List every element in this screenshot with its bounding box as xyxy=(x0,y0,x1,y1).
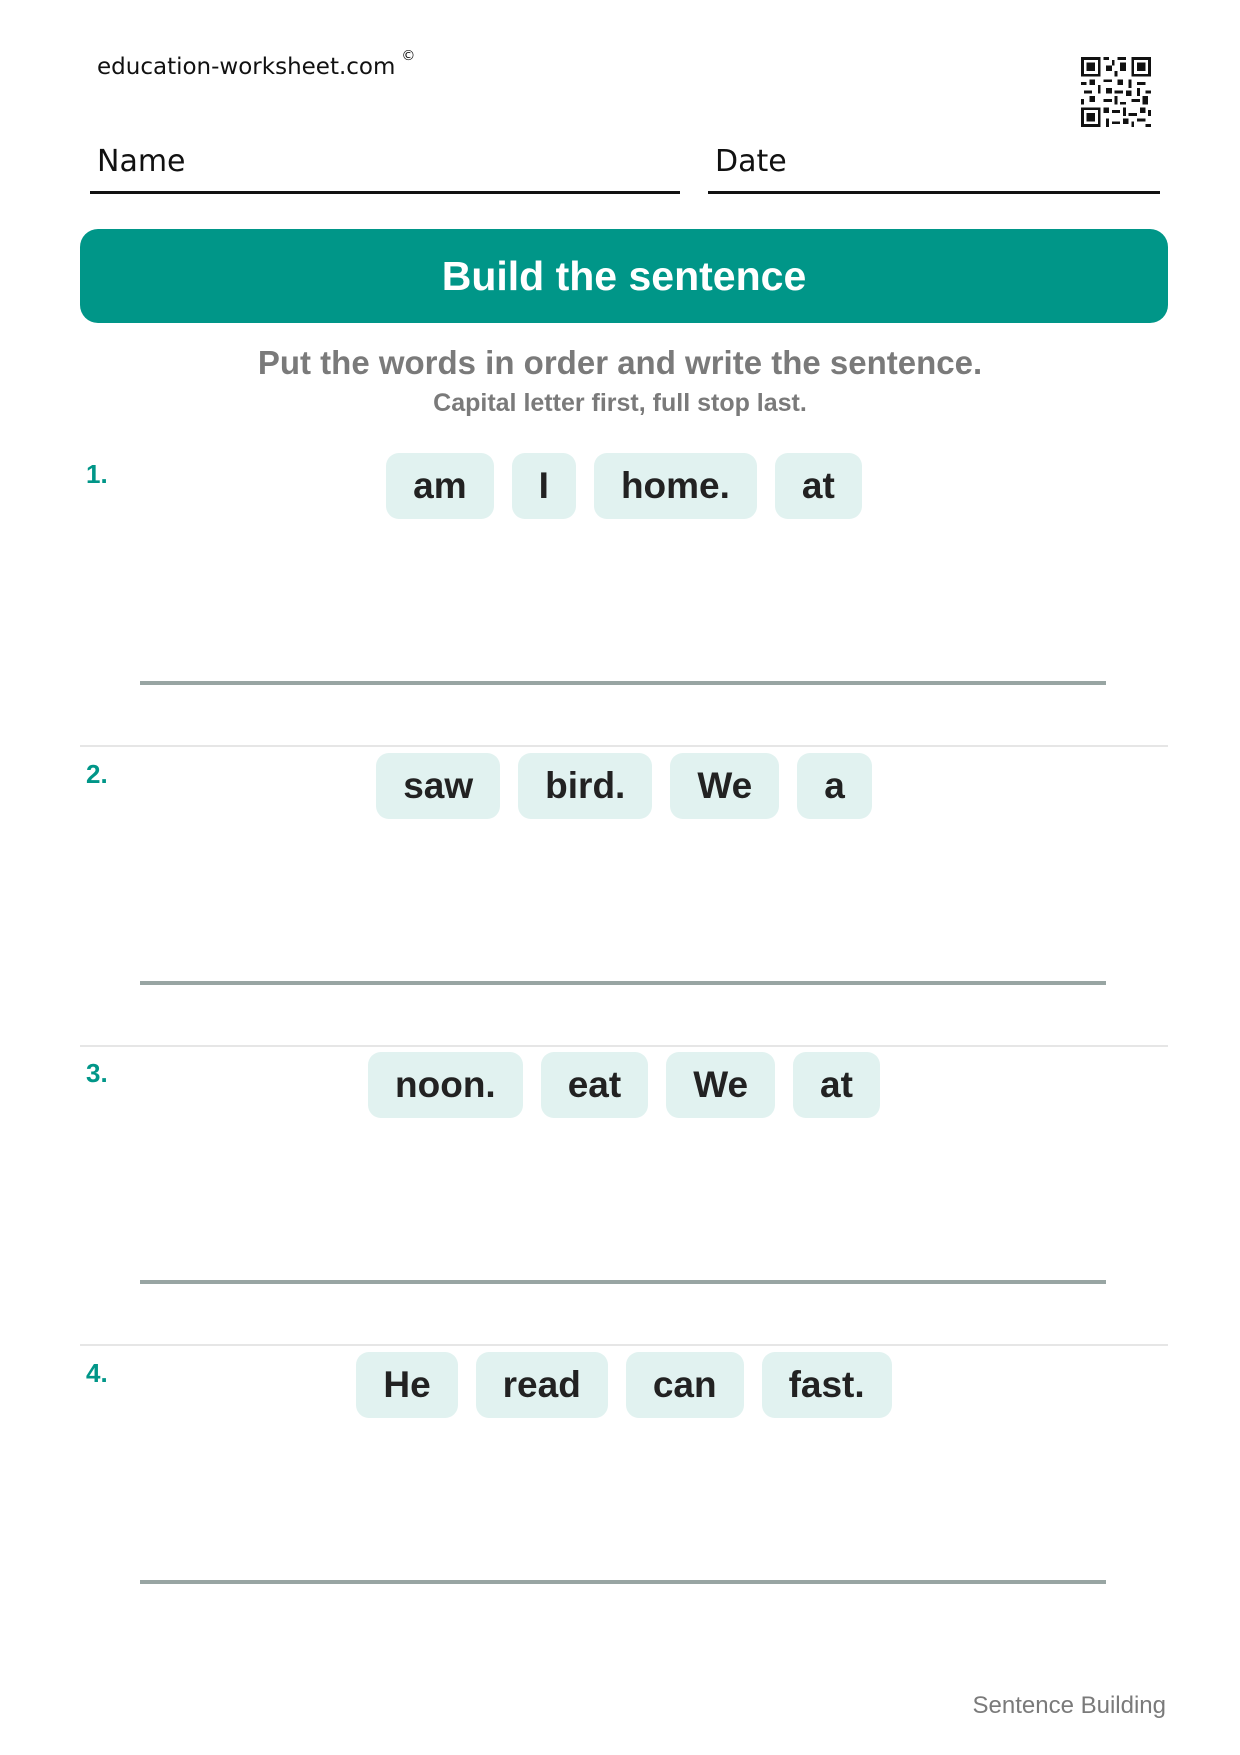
problem-number: 3. xyxy=(86,1058,108,1088)
word-tile: can xyxy=(626,1352,744,1418)
problem-1 xyxy=(80,445,1168,747)
title-banner xyxy=(80,229,1168,323)
word-tile: We xyxy=(670,753,779,819)
word-tile: He xyxy=(356,1352,457,1418)
word-tile: a xyxy=(797,753,872,819)
word-tile: eat xyxy=(541,1052,648,1118)
word-tile: fast. xyxy=(762,1352,892,1418)
problem-number: 1. xyxy=(86,459,108,489)
word-tile: noon. xyxy=(368,1052,523,1118)
date-field[interactable] xyxy=(708,140,1160,194)
word-tile: at xyxy=(793,1052,880,1118)
instructions-main: Put the words in order and write the sentence. xyxy=(257,344,983,381)
word-tiles xyxy=(80,1352,1168,1418)
problem-number: 2. xyxy=(86,759,108,789)
site-name: education-worksheet.com xyxy=(97,54,396,80)
problem-number: 4. xyxy=(86,1358,108,1388)
name-label: Name xyxy=(97,144,186,179)
word-tiles xyxy=(80,453,1168,519)
problem-3 xyxy=(80,1044,1168,1346)
answer-line[interactable] xyxy=(140,1580,1106,1584)
problem-4 xyxy=(80,1344,1168,1644)
answer-line[interactable] xyxy=(140,981,1106,985)
word-tile: saw xyxy=(376,753,500,819)
name-field[interactable] xyxy=(90,140,680,194)
copyright-symbol: © xyxy=(401,48,416,64)
date-label: Date xyxy=(715,144,787,179)
word-tiles xyxy=(80,1052,1168,1118)
word-tiles xyxy=(80,753,1168,819)
page-title: Build the sentence xyxy=(441,252,807,299)
word-tile: home. xyxy=(594,453,757,519)
qr-code-icon xyxy=(1081,57,1151,127)
word-tile: at xyxy=(775,453,862,519)
word-tile: We xyxy=(666,1052,775,1118)
word-tile: read xyxy=(476,1352,608,1418)
site-credit xyxy=(97,48,415,80)
answer-line[interactable] xyxy=(140,681,1106,685)
problem-2 xyxy=(80,745,1168,1047)
word-tile: am xyxy=(386,453,493,519)
word-tile: bird. xyxy=(518,753,652,819)
answer-line[interactable] xyxy=(140,1280,1106,1284)
word-tile: I xyxy=(512,453,576,519)
instructions-sub: Capital letter first, full stop last. xyxy=(433,389,807,417)
footer-label: Sentence Building xyxy=(972,1692,1166,1719)
